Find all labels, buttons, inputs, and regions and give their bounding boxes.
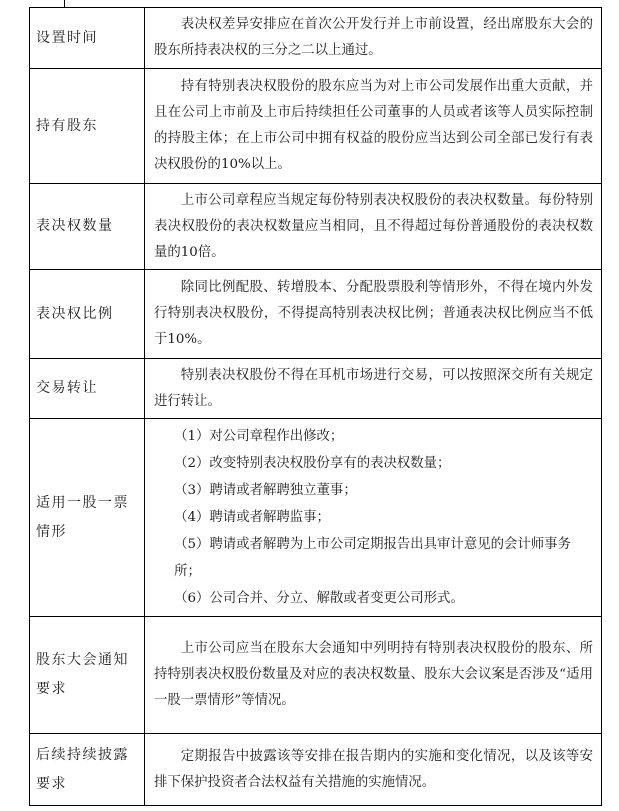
table-row [30,270,602,359]
row-content: 上市公司章程应当规定每份特别表决权股份的表决权数量。每份特别表决权股份的表决权数量应当相同，且不得超过每份普通股份的表决权数量的10倍。 [145,184,602,270]
row-label: 持有股东 [30,69,145,184]
row-label: 表决权数量 [30,184,145,270]
table-row [30,69,602,184]
table-row [30,419,602,617]
list-item: （6）公司合并、分立、解散或者变更公司形式。 [174,591,464,606]
list-item: （4）聘请或者解聘监事； [174,510,330,525]
dual-class-rules-table [29,7,602,806]
row-label: 适用一股一票情形 [30,419,145,617]
row-label: 设置时间 [30,8,145,69]
list-item: （2）改变特别表决权股份享有的表决权数量； [174,456,451,471]
row-content: 上市公司应当在股东大会通知中列明持有特别表决权股份的股东、所持特别表决权股份数量及对应的表决权数量、股东大会议案是否涉及“适用一股一票情形”等情况。 [145,617,602,734]
list-item: （5）聘请或者解聘为上市公司定期报告出具审计意见的会计师事务所； [174,537,571,579]
table-row [30,359,602,419]
list-item: （3）聘请或者解聘独立董事； [174,483,357,498]
row-label: 交易转让 [30,359,145,419]
row-content: 定期报告中披露该等安排在报告期内的实施和变化情况，以及该等安排下保护投资者合法权益有关措施的实施情况。 [145,734,602,806]
table-row [30,8,602,69]
top-tick-mark [64,0,65,7]
table-row [30,184,602,270]
list-item: （1）对公司章程作出修改； [174,429,344,444]
table-row [30,617,602,734]
row-content: 表决权差异安排应在首次公开发行并上市前设置，经出席股东大会的股东所持表决权的三分之二以上通过。 [145,8,602,69]
row-label: 股东大会通知要求 [30,617,145,734]
row-content-list [145,419,602,617]
row-label: 后续持续披露要求 [30,734,145,806]
row-content: 特别表决权股份不得在耳机市场进行交易，可以按照深交所有关规定进行转让。 [145,359,602,419]
row-label: 表决权比例 [30,270,145,359]
row-content: 持有特别表决权股份的股东应当为对上市公司发展作出重大贡献，并且在公司上市前及上市后持续担任公司董事的人员或者该等人员实际控制的持股主体；在上市公司中拥有权益的股份应当达到公司全部已发行有表决权股份的10%以上。 [145,69,602,184]
table-row [30,734,602,806]
row-content: 除同比例配股、转增股本、分配股票股利等情形外，不得在境内外发行特别表决权股份，不得提高特别表决权比例；普通表决权比例应当不低于10%。 [145,270,602,359]
